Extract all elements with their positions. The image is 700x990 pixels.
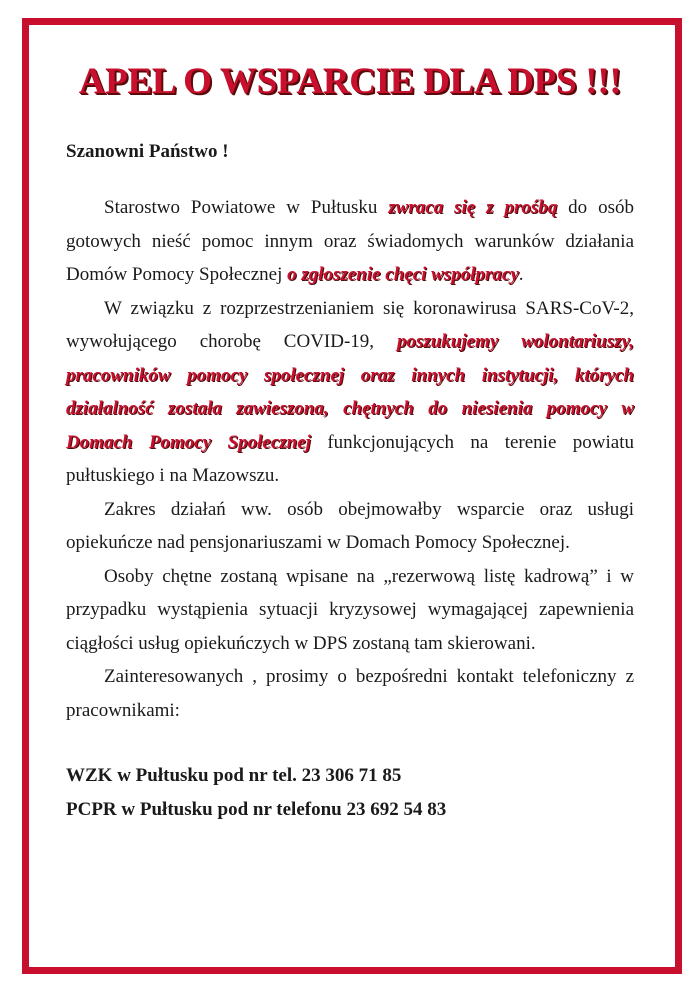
contact-pcpr: PCPR w Pułtusku pod nr telefonu 23 692 54 83 (66, 798, 447, 820)
contact-wzk: WZK w Pułtusku pod nr tel. 23 306 71 85 (66, 765, 402, 786)
highlight-text: o zgłoszenie chęci współpracy (287, 264, 519, 285)
contact-list (66, 759, 634, 826)
paragraph-3: Zakres działań ww. osób obejmowałby wsparcie oraz usługi opiekuńcze nad pensjonariuszami w Domach Pomocy Społecznej. (66, 498, 634, 553)
paragraph-1 (66, 191, 634, 292)
page-title: APEL O WSPARCIE DLA DPS !!! (78, 61, 622, 102)
paragraph-text: do osób gotowych nieść pomoc innym oraz świadomych warunków działania Domów Pomocy Społecznej (66, 197, 634, 285)
paragraph-4: Osoby chętne zostaną wpisane na „rezerwową listę kadrową” i w przypadku wystąpienia sytuacji kryzysowej wymagającej zapewnienia ciągłości usług opiekuńczych w DPS zostaną tam skierowani. (66, 565, 634, 654)
paragraph-text: . (518, 264, 524, 285)
paragraph-5: Zainteresowanych , prosimy o bezpośredni kontakt telefoniczny z pracownikami: (66, 666, 634, 721)
paragraph-text: Starostwo Powiatowe w Pułtusku (104, 197, 389, 218)
paragraph-text: W związku z rozprzestrzenianiem się koronawirusa SARS-CoV-2, wywołującego chorobę COVID-19, (66, 297, 634, 352)
paragraph-text: funkcjonujących na terenie powiatu pułtuskiego i na Mazowszu. (66, 431, 635, 486)
document-body (66, 58, 634, 826)
highlight-text: poszukujemy wolontariuszy, pracowników pomocy społecznej oraz innych instytucji, których działalność została zawieszona, chętnych do niesienia pomocy w Domach Pomocy Społecznej (66, 331, 635, 453)
highlight-text: zwraca się z prośbą (388, 197, 558, 218)
greeting: Szanowni Państwo ! (66, 141, 229, 162)
paragraph-2 (66, 292, 634, 493)
